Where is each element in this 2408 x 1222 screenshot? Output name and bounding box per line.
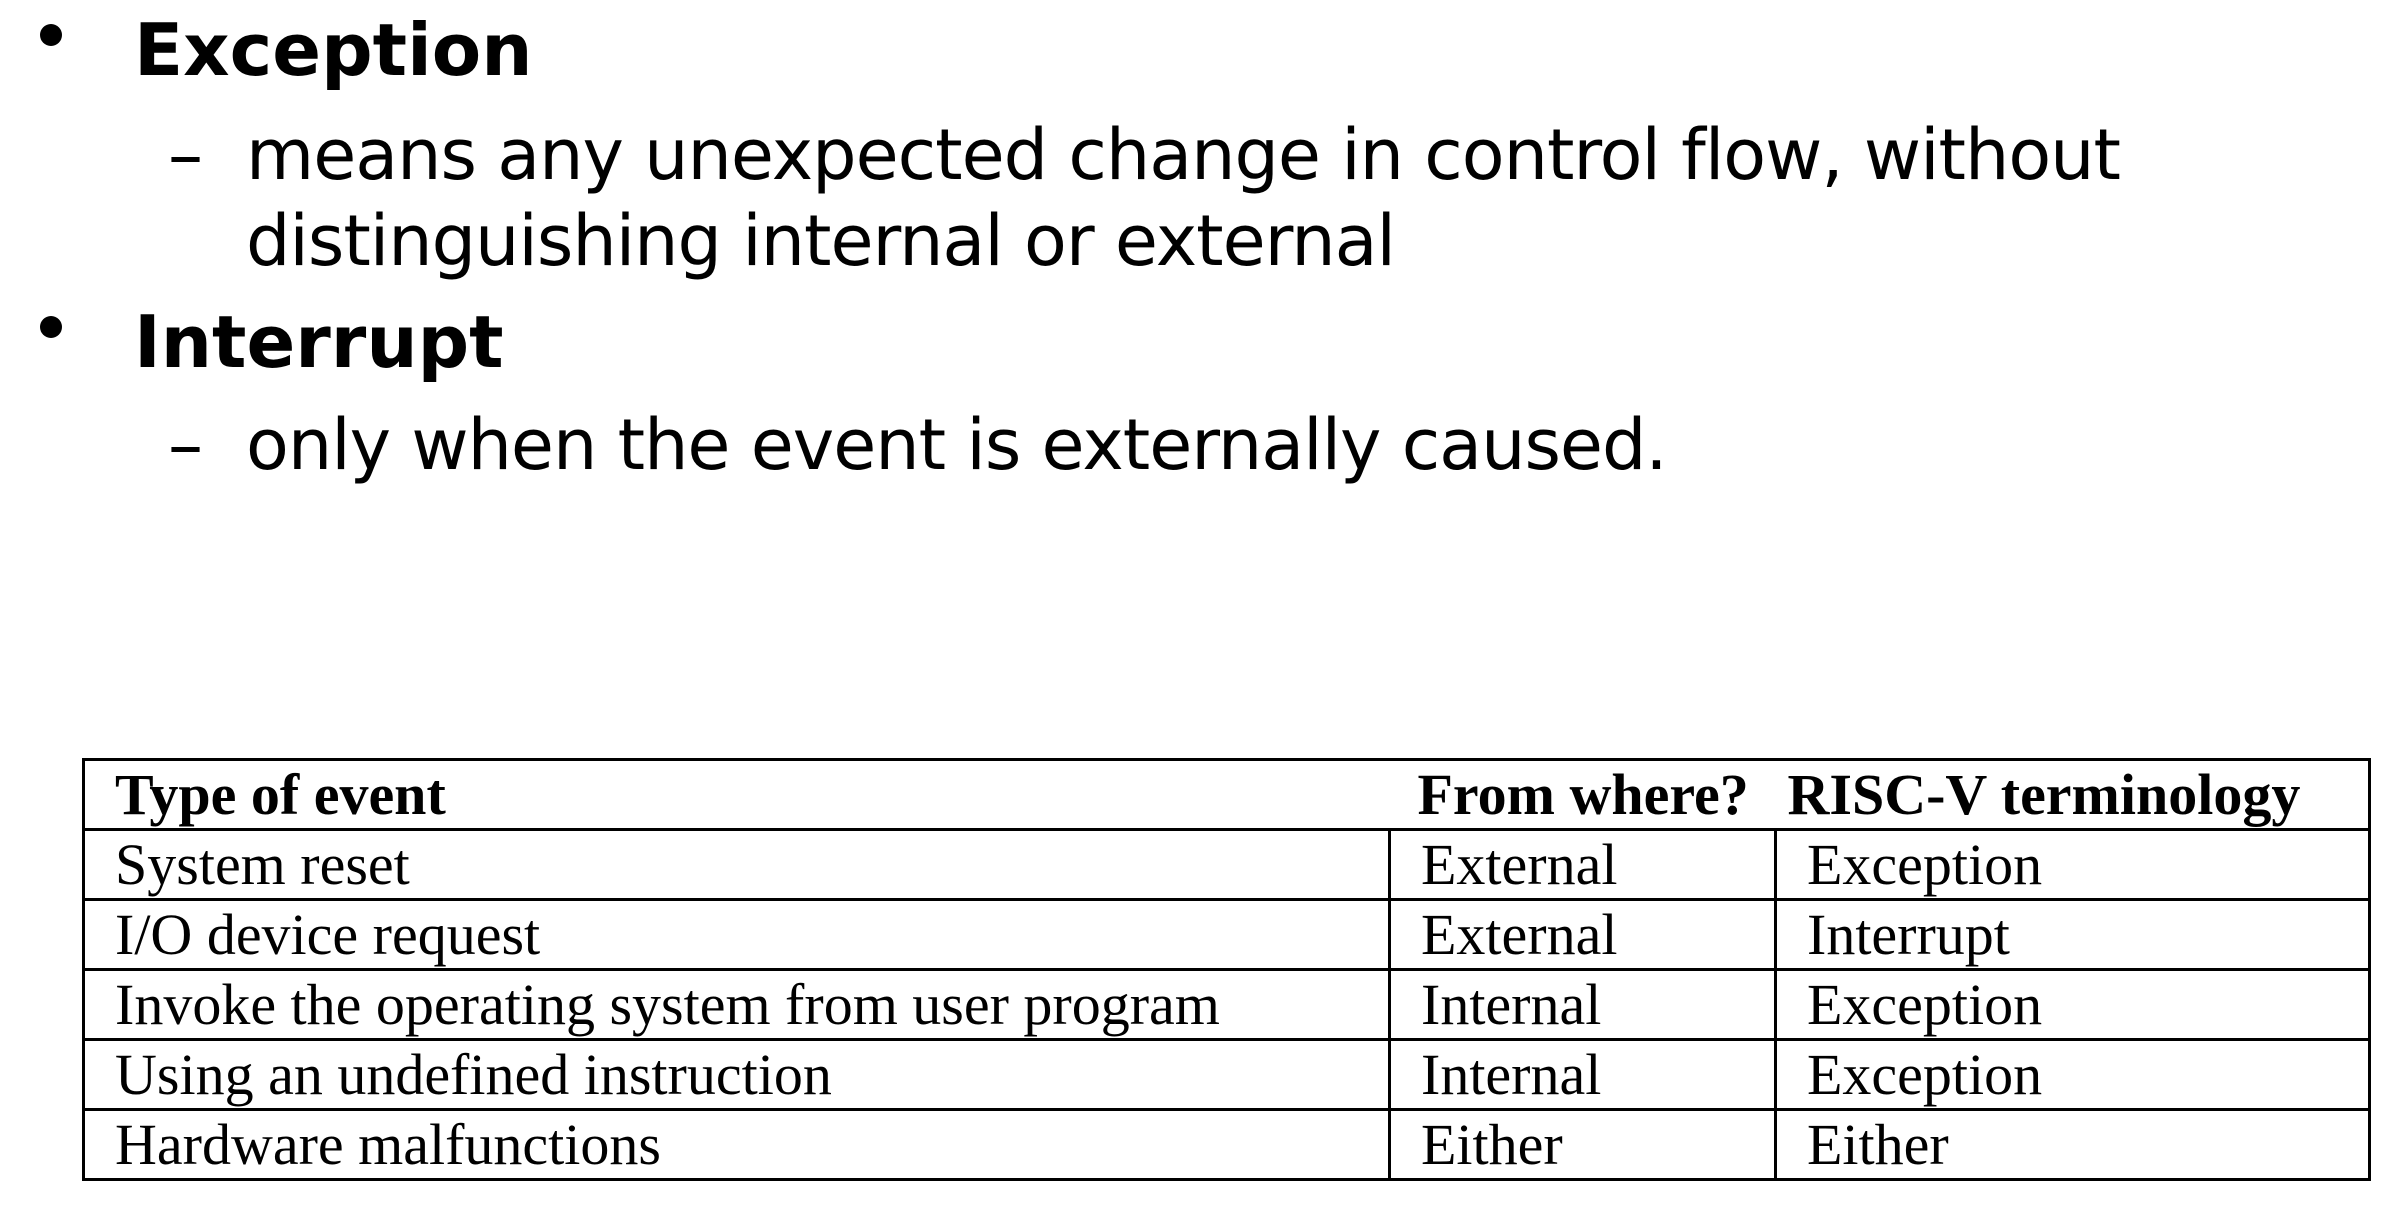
cell-terminology: Either — [1776, 1110, 2370, 1180]
table-row — [84, 830, 2370, 900]
cell-event-type: Using an undefined instruction — [84, 1040, 1390, 1110]
cell-terminology: Exception — [1776, 830, 2370, 900]
dash-icon: – — [168, 114, 203, 196]
bullet-item-exception — [0, 2, 2408, 98]
bullet-term: Exception — [134, 8, 533, 92]
bullet-dot-icon — [40, 316, 62, 338]
table-row — [84, 970, 2370, 1040]
cell-from-where: Internal — [1390, 970, 1776, 1040]
bullet-list — [0, 0, 2408, 520]
sub-item-interrupt — [0, 402, 2408, 488]
table-row — [84, 1110, 2370, 1180]
cell-terminology: Exception — [1776, 970, 2370, 1040]
cell-from-where: Internal — [1390, 1040, 1776, 1110]
table-row — [84, 900, 2370, 970]
table-header-row — [84, 760, 2370, 830]
cell-from-where: External — [1390, 830, 1776, 900]
sub-item-exception — [0, 112, 2408, 284]
cell-event-type: I/O device request — [84, 900, 1390, 970]
bullet-item-interrupt — [0, 294, 2408, 390]
dash-icon: – — [168, 404, 203, 486]
sub-item-text: means any unexpected change in control flow, without distinguishing internal or external — [246, 114, 2120, 282]
bullet-dot-icon — [40, 24, 62, 46]
event-types-table — [82, 758, 2371, 1181]
header-riscv-terminology: RISC-V terminology — [1776, 760, 2370, 830]
cell-event-type: Hardware malfunctions — [84, 1110, 1390, 1180]
cell-event-type: System reset — [84, 830, 1390, 900]
table-row — [84, 1040, 2370, 1110]
cell-event-type: Invoke the operating system from user program — [84, 970, 1390, 1040]
sub-item-text: only when the event is externally caused. — [246, 404, 1667, 486]
cell-from-where: External — [1390, 900, 1776, 970]
header-from-where: From where? — [1390, 760, 1776, 830]
cell-terminology: Exception — [1776, 1040, 2370, 1110]
cell-from-where: Either — [1390, 1110, 1776, 1180]
header-type-of-event: Type of event — [84, 760, 1390, 830]
cell-terminology: Interrupt — [1776, 900, 2370, 970]
bullet-term: Interrupt — [134, 300, 504, 384]
